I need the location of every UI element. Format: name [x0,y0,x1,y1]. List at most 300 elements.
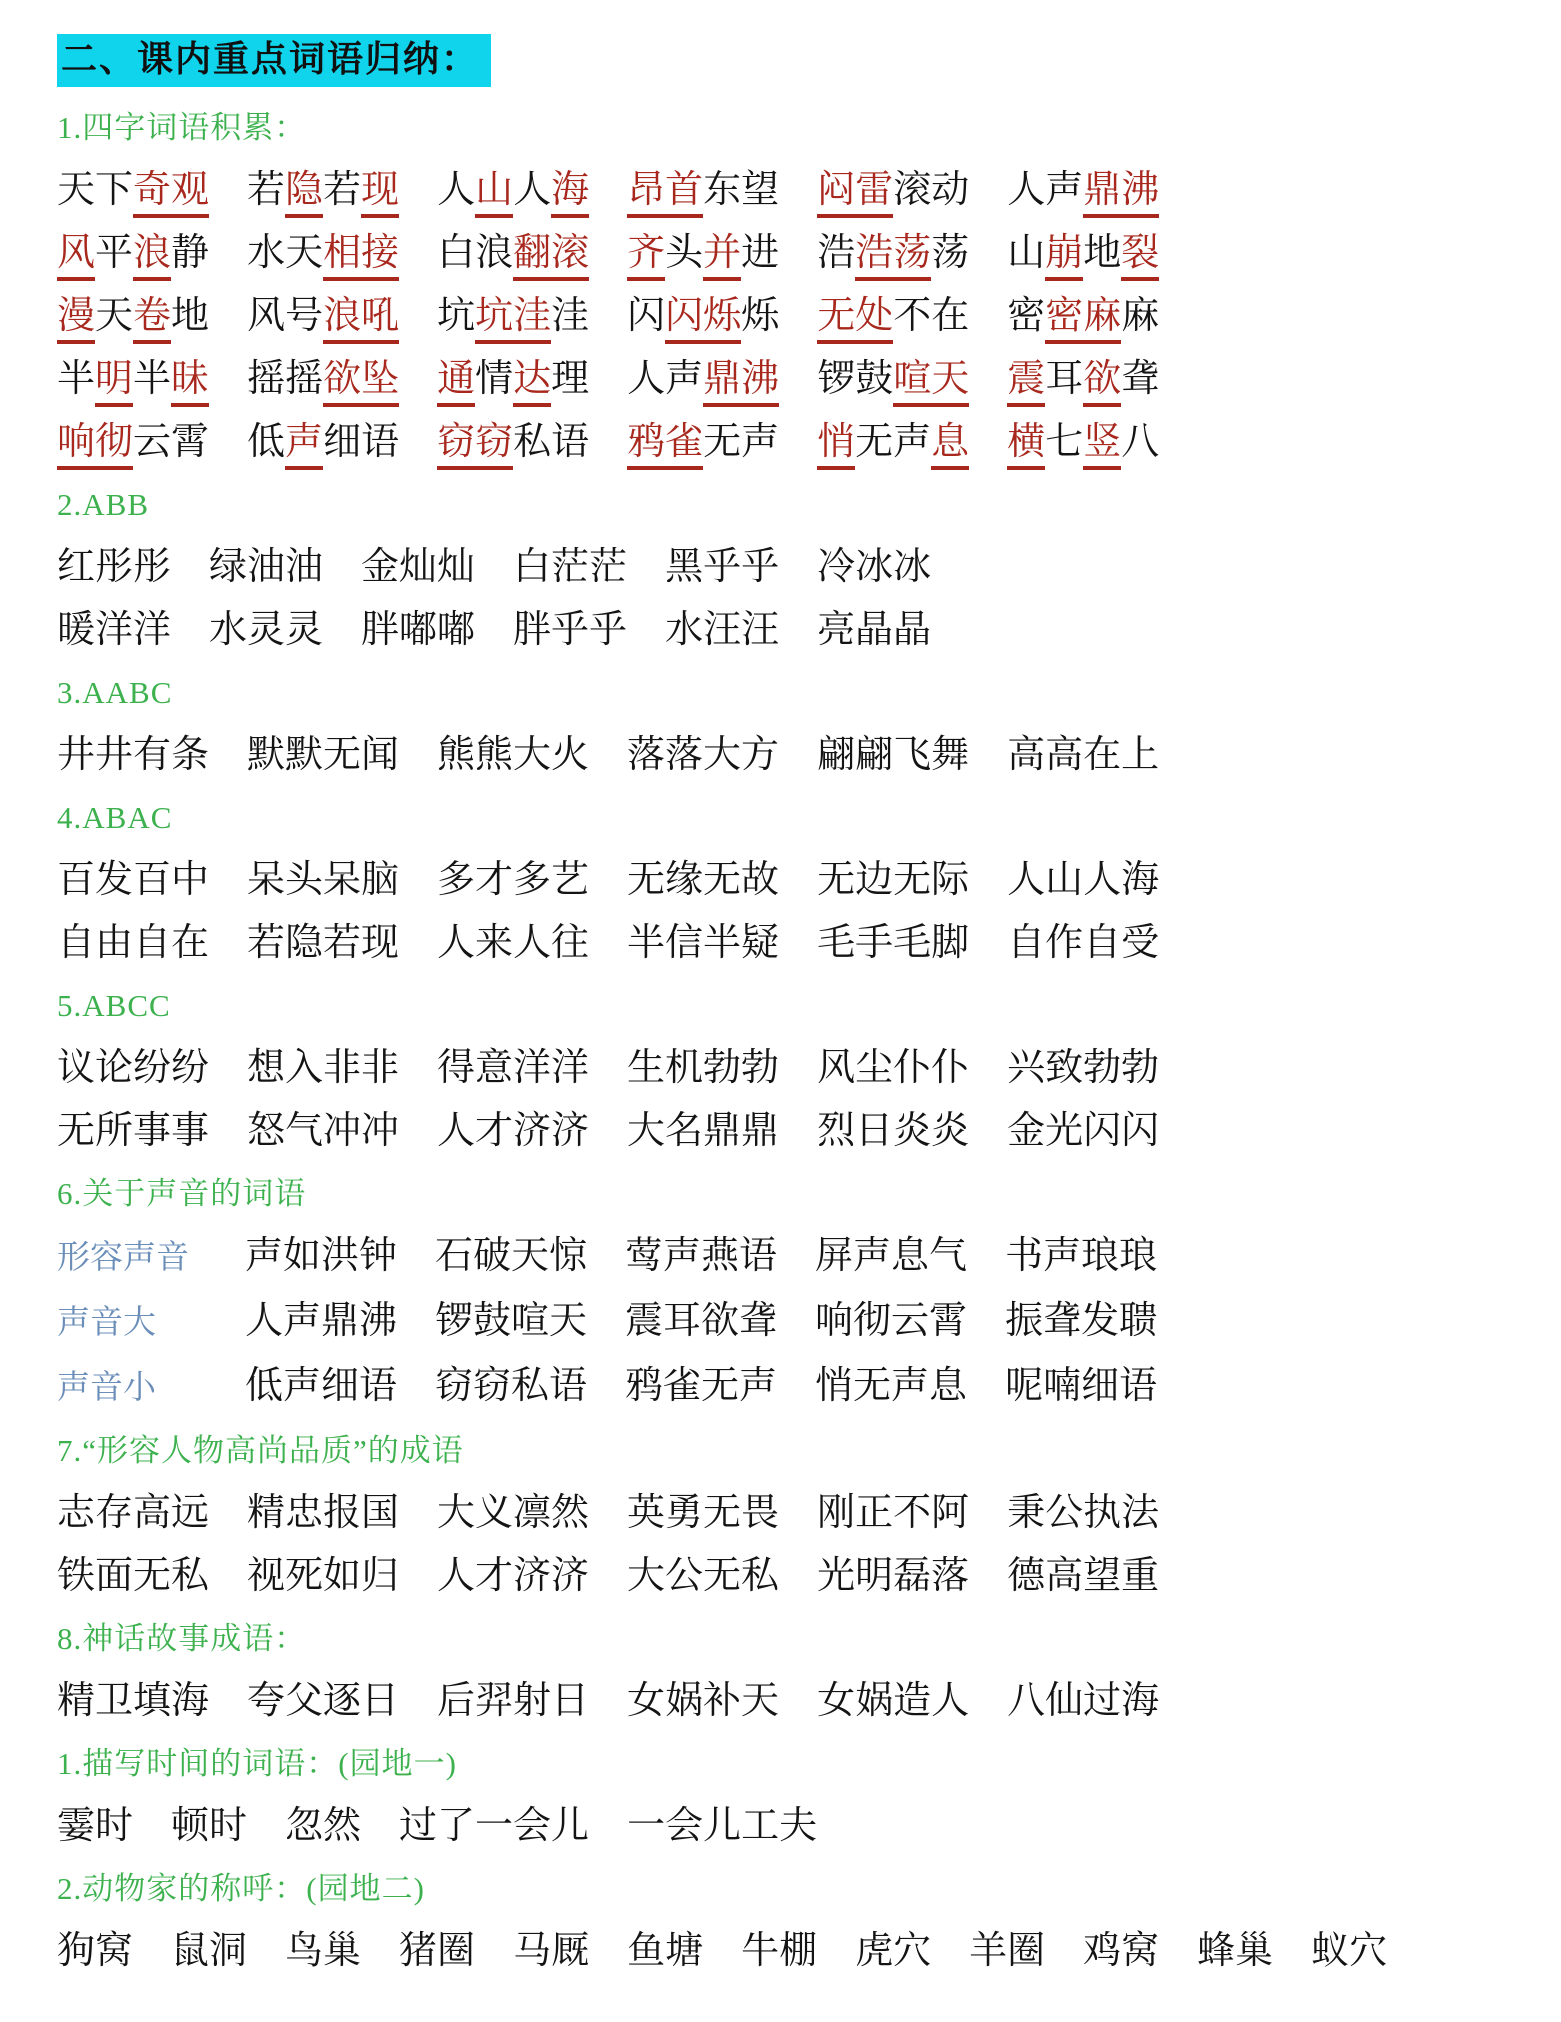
plain-character: 滚动 [893,168,970,211]
plain-character: 天下 [57,168,134,211]
word-row [57,1037,1533,1100]
key-character: 昂首 [627,168,703,218]
plain-character: 大公无私 [627,1554,780,1597]
plain-character: 悄无声息 [815,1364,968,1407]
plain-character: 半 [57,357,96,400]
plain-character: 不在 [893,294,970,337]
section [57,662,1533,787]
key-character: 烁 [703,294,741,344]
word [627,1482,779,1545]
key-character: 鼎沸 [703,357,779,407]
section-heading: 7.“形容人物高尚品质”的成语 [57,1432,464,1468]
plain-character: 井井有条 [57,733,210,776]
word-row [57,1225,1533,1290]
word [399,1920,475,1983]
key-character: 相接 [323,231,399,281]
word [817,1100,969,1163]
section-heading: 3.AABC [57,674,173,710]
word [57,1795,133,1858]
section [57,1163,1533,1420]
word [247,912,399,975]
section-heading: 1.四字词语积累： [57,109,307,145]
plain-character: 翩翩飞舞 [817,733,970,776]
word [627,724,779,787]
key-character: 浩 [855,231,893,281]
word [437,285,589,348]
plain-character: 书声琅琅 [1005,1234,1158,1277]
word [437,1545,589,1608]
word [815,1290,967,1353]
word [627,1795,817,1858]
plain-character: 默默无闻 [247,733,400,776]
plain-character: 鸟巢 [285,1929,362,1972]
word [247,222,399,285]
plain-character: 暖洋洋 [57,608,172,651]
word [817,222,969,285]
word [855,1920,931,1983]
plain-character: 多才多艺 [437,858,590,901]
word [437,411,589,474]
plain-character: 水灵灵 [209,608,324,651]
plain-character: 水汪汪 [665,608,780,651]
word [969,1920,1045,1983]
word [1083,1920,1159,1983]
plain-character: 若 [323,168,362,211]
word [247,1482,399,1545]
word [245,1225,397,1288]
word [817,411,969,474]
title-line [57,34,1533,87]
key-character: 息 [931,420,969,470]
word [625,1355,777,1418]
plain-character: 毛手毛脚 [817,921,970,964]
plain-character: 猪圈 [399,1929,476,1972]
word [513,1920,589,1983]
word-row [57,1100,1533,1163]
word [247,159,399,222]
key-character: 鸦雀 [627,420,703,470]
plain-character: 大义凛然 [437,1491,590,1534]
plain-character: 地 [171,294,210,337]
plain-character: 八仙过海 [1007,1679,1160,1722]
plain-character: 一会儿工夫 [627,1804,818,1847]
word [1007,724,1159,787]
plain-character: 过了一会儿 [399,1804,590,1847]
plain-character: 想入非非 [247,1046,400,1089]
plain-character: 女娲造人 [817,1679,970,1722]
word [625,1290,777,1353]
plain-character: 若隐若现 [247,921,400,964]
word [1005,1290,1157,1353]
word [57,912,209,975]
word-row [57,411,1533,474]
key-character: 并 [703,231,741,281]
plain-character: 鸦雀无声 [625,1364,778,1407]
key-character: 声 [285,420,323,470]
word [627,912,779,975]
plain-character: 金灿灿 [361,545,476,588]
plain-character: 天 [95,294,134,337]
plain-character: 私语 [513,420,590,463]
plain-character: 人声 [627,357,704,400]
word [1005,1225,1157,1288]
plain-character: 夸父逐日 [247,1679,400,1722]
key-character: 崩 [1045,231,1083,281]
plain-character: 洼 [551,294,590,337]
word [247,411,399,474]
key-character: 竖 [1083,420,1121,470]
plain-character: 半 [133,357,172,400]
word [437,1482,589,1545]
word [627,222,779,285]
plain-character: 浩 [817,231,856,274]
word [435,1290,587,1353]
word [209,599,323,662]
key-character: 窃窃 [437,420,513,470]
plain-character: 黑乎乎 [665,545,780,588]
plain-character: 人 [437,168,476,211]
word [285,1795,361,1858]
key-character: 震 [1007,357,1045,407]
word-row [57,1290,1533,1355]
plain-character: 生机勃勃 [627,1046,780,1089]
plain-character: 无所事事 [57,1109,210,1152]
plain-character: 精卫填海 [57,1679,210,1722]
word [627,1920,703,1983]
word [627,285,779,348]
word-row [57,536,1533,599]
word [1007,285,1159,348]
word [817,1545,969,1608]
word [57,849,209,912]
word [1311,1920,1387,1983]
plain-character: 刚正不阿 [817,1491,970,1534]
plain-character: 麻 [1121,294,1160,337]
plain-character: 兴致勃勃 [1007,1046,1160,1089]
word [817,1037,969,1100]
section-heading: 4.ABAC [57,799,173,835]
word [817,912,969,975]
plain-character: 得意洋洋 [437,1046,590,1089]
row-label: 声音小 [57,1369,156,1406]
plain-character: 八 [1121,420,1160,463]
plain-character: 七 [1045,420,1084,463]
word [627,1037,779,1100]
plain-character: 怒气冲冲 [247,1109,400,1152]
word [57,1545,209,1608]
word [57,1482,209,1545]
word [817,348,969,411]
word-row [57,159,1533,222]
plain-character: 头 [665,231,704,274]
key-character: 闷雷 [817,168,893,218]
word [1007,849,1159,912]
word-row [57,1920,1533,1983]
word [1197,1920,1273,1983]
plain-character: 密 [1007,294,1046,337]
plain-character: 理 [551,357,590,400]
key-character: 明 [95,357,133,407]
key-character: 隐 [285,168,323,218]
word [817,599,931,662]
word [1005,1355,1157,1418]
word-row [57,285,1533,348]
key-character: 密 [1045,294,1083,344]
word [1007,1100,1159,1163]
plain-character: 呆头呆脑 [247,858,400,901]
plain-character: 东望 [703,168,780,211]
word [247,348,399,411]
plain-character: 人声鼎沸 [245,1299,398,1342]
word [437,849,589,912]
word [437,1670,589,1733]
plain-character: 议论纷纷 [57,1046,210,1089]
section [57,1608,1533,1733]
key-character: 裂 [1121,231,1159,281]
word [245,1290,397,1353]
plain-character: 莺声燕语 [625,1234,778,1277]
key-character: 悄 [817,420,855,470]
word [57,285,209,348]
plain-character: 坑 [437,294,476,337]
word [1007,912,1159,975]
plain-character: 狗窝 [57,1929,134,1972]
plain-character: 人才济济 [437,1109,590,1152]
word [285,1920,361,1983]
plain-character: 震耳欲聋 [625,1299,778,1342]
plain-character: 烁 [741,294,780,337]
plain-character: 红彤彤 [57,545,172,588]
key-character: 喧天 [893,357,969,407]
section [57,1733,1533,1858]
plain-character: 进 [741,231,780,274]
plain-character: 忽然 [285,1804,362,1847]
section-heading: 2.动物家的称呼：(园地二) [57,1870,425,1906]
word [361,599,475,662]
plain-character: 人 [513,168,552,211]
plain-character: 若 [247,168,286,211]
word [209,536,323,599]
word [1007,348,1159,411]
word-row [57,1545,1533,1608]
word [247,724,399,787]
plain-character: 鼠洞 [171,1929,248,1972]
plain-character: 荡 [931,231,970,274]
plain-character: 风尘仆仆 [817,1046,970,1089]
key-character: 风 [57,231,95,281]
word-row [57,849,1533,912]
plain-character: 无边无际 [817,858,970,901]
plain-character: 牛棚 [741,1929,818,1972]
plain-character: 屏声息气 [815,1234,968,1277]
plain-character: 振聋发聩 [1005,1299,1158,1342]
key-character: 响彻 [57,420,133,470]
word [57,724,209,787]
plain-character: 冷冰冰 [817,545,932,588]
plain-character: 白浪 [437,231,514,274]
word [1007,1482,1159,1545]
plain-character: 胖嘟嘟 [361,608,476,651]
word [245,1355,397,1418]
word-row [57,599,1533,662]
word [1007,411,1159,474]
key-character: 翻滚 [513,231,589,281]
word-row [57,724,1533,787]
key-character: 山 [475,168,513,218]
word [247,285,399,348]
section-heading: 8.神话故事成语： [57,1620,307,1656]
plain-character: 落落大方 [627,733,780,776]
word [437,159,589,222]
word [1007,1670,1159,1733]
plain-character: 聋 [1121,357,1160,400]
word [627,411,779,474]
plain-character: 响彻云霄 [815,1299,968,1342]
key-character: 浪吼 [323,294,399,344]
plain-character: 鸡窝 [1083,1929,1160,1972]
plain-character: 锣鼓 [817,357,894,400]
word [57,1670,209,1733]
word [817,1482,969,1545]
word [437,1037,589,1100]
word [247,849,399,912]
section-heading: 5.ABCC [57,987,171,1023]
key-character: 漫 [57,294,95,344]
word [57,1037,209,1100]
plain-character: 亮晶晶 [817,608,932,651]
word [665,599,779,662]
plain-character: 声如洪钟 [245,1234,398,1277]
key-character: 海 [551,168,589,218]
key-character: 闪 [665,294,703,344]
plain-character: 大名鼎鼎 [627,1109,780,1152]
plain-character: 百发百中 [57,858,210,901]
word [815,1355,967,1418]
word [741,1920,817,1983]
plain-character: 视死如归 [247,1554,400,1597]
plain-character: 情 [475,357,514,400]
section-heading: 2.ABB [57,486,149,522]
plain-character: 风号 [247,294,324,337]
plain-character: 耳 [1045,357,1084,400]
plain-character: 人声 [1007,168,1084,211]
word [437,1100,589,1163]
key-character: 昧 [171,357,209,407]
key-character: 通 [437,357,475,407]
plain-character: 半信半疑 [627,921,780,964]
key-character: 横 [1007,420,1045,470]
word [57,1100,209,1163]
plain-character: 锣鼓喧天 [435,1299,588,1342]
word [247,1545,399,1608]
plain-character: 蚁穴 [1311,1929,1388,1972]
plain-character: 低 [247,420,286,463]
word [57,411,209,474]
word [817,849,969,912]
word [817,159,969,222]
plain-character: 精忠报国 [247,1491,400,1534]
plain-character: 虎穴 [855,1929,932,1972]
key-character: 达 [513,357,551,407]
plain-character: 蜂巢 [1197,1929,1274,1972]
word [435,1355,587,1418]
word [625,1225,777,1288]
word [171,1795,247,1858]
plain-character: 铁面无私 [57,1554,210,1597]
word [817,536,931,599]
key-character: 齐 [627,231,665,281]
word [57,1920,133,1983]
plain-character: 绿油油 [209,545,324,588]
plain-character: 鱼塘 [627,1929,704,1972]
plain-character: 顿时 [171,1804,248,1847]
word [817,285,969,348]
key-character: 现 [361,168,399,218]
row-label: 形容声音 [57,1239,189,1276]
plain-character: 光明磊落 [817,1554,970,1597]
word [57,222,209,285]
section [57,97,1533,474]
word [513,536,627,599]
key-character: 奇观 [133,168,209,218]
plain-character: 白茫茫 [513,545,628,588]
word [1007,1545,1159,1608]
plain-character: 德高望重 [1007,1554,1160,1597]
word [627,1100,779,1163]
word [817,1670,969,1733]
page-title: 二、课内重点词语归纳： [57,34,491,87]
plain-character: 人来人往 [437,921,590,964]
section [57,1420,1533,1608]
word [627,849,779,912]
plain-character: 金光闪闪 [1007,1109,1160,1152]
key-character: 浪 [133,231,171,281]
plain-character: 霎时 [57,1804,134,1847]
plain-character: 羊圈 [969,1929,1046,1972]
word [57,159,209,222]
section-heading: 1.描写时间的词语：(园地一) [57,1745,457,1781]
plain-character: 烈日炎炎 [817,1109,970,1152]
word [665,536,779,599]
word-row [57,1670,1533,1733]
word [815,1225,967,1288]
word [361,536,475,599]
plain-character: 低声细语 [245,1364,398,1407]
section [57,975,1533,1163]
plain-character: 无声 [703,420,780,463]
row-label: 声音大 [57,1304,156,1341]
word [1007,159,1159,222]
key-character: 卷 [133,294,171,344]
word [627,348,779,411]
word [399,1795,589,1858]
plain-character: 秉公执法 [1007,1491,1160,1534]
plain-character: 静 [171,231,210,274]
plain-character: 自由自在 [57,921,210,964]
section [57,1858,1533,1983]
word [437,912,589,975]
key-character: 欲 [1083,357,1121,407]
plain-character: 水天 [247,231,324,274]
plain-character: 熊熊大火 [437,733,590,776]
word [817,724,969,787]
plain-character: 窃窃私语 [435,1364,588,1407]
plain-character: 细语 [323,420,400,463]
key-character: 荡 [893,231,931,281]
plain-character: 人山人海 [1007,858,1160,901]
plain-character: 呢喃细语 [1005,1364,1158,1407]
plain-character: 云霄 [133,420,210,463]
